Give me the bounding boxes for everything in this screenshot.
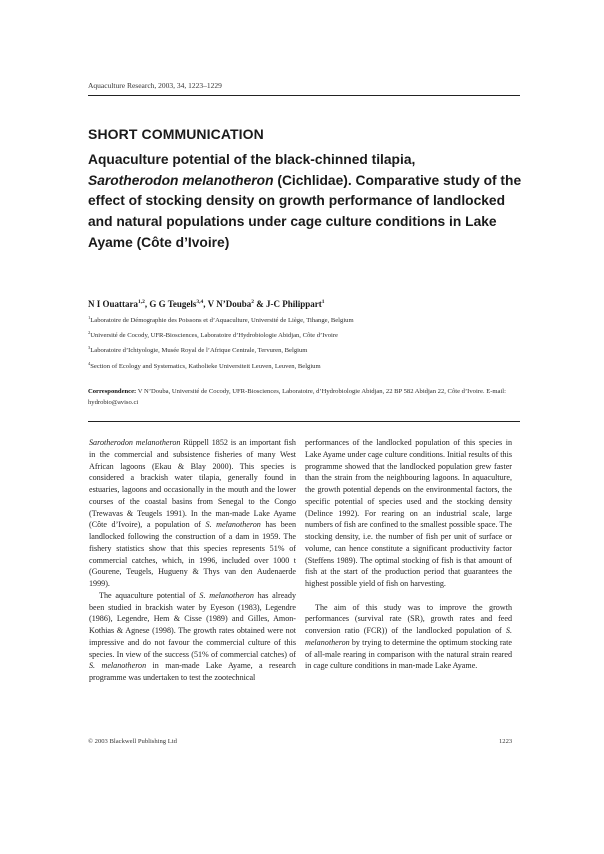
affiliation-number: 3 — [88, 345, 91, 351]
body-column-left — [89, 437, 296, 684]
species-name: Sarotherodon melanotheron — [89, 438, 181, 447]
paragraph-text: has already been studied in brackish water by Eyeson (1983), Legendre (1986), Legendre, Hem & Cisse (1989) and Gilles, Amon-Kothias & Agnese (1998). The growth rates obtained were not impressive and do not favour the commercial culture of this species. In view of the success (51% of commercial catches) of — [89, 590, 296, 659]
paragraph-text: has been landlocked following the construction of a dam in 1959. The fishery statistics show that this species represents 51% of commercial catches, which, in 1996, included over 1000 t (Gourene, Teugels, Hugueny & Thys van den Audenaerde 1999). — [89, 520, 296, 588]
paragraph-text: The aquaculture potential of — [99, 590, 200, 600]
article-title — [88, 150, 528, 254]
copyright-notice: © 2003 Blackwell Publishing Ltd — [88, 738, 177, 745]
author-name: N I Ouattara — [88, 299, 138, 309]
author — [149, 299, 207, 309]
paragraph-text: Rüppell 1852 is an important fish in the commercial and subsistence fisheries of many West African lagoons (Ekau & Blay 2000). This species is considered a brackish water tilapia, generally found in estuaries, lagoons and occasionally in the mouth and the lower courses of the coastal basins from Senegal to the Congo (Trewavas & Teugels 1991). In the man-made Lake Ayame (Côte d’Ivoire), a population of — [89, 438, 296, 530]
author-list — [88, 299, 324, 309]
author-affil-ref: 1 — [321, 299, 325, 305]
affiliation-number: 4 — [88, 360, 91, 366]
affiliation — [88, 342, 354, 357]
correspondence — [88, 386, 528, 408]
species-name: S. melanotheron — [205, 520, 261, 530]
author-affil-ref: 1,2 — [138, 299, 145, 305]
paragraph-text: by trying to determine the optimum stocking rate of all-male rearing in comparison with the natural strain reared in cage culture conditions in man-made Lake Ayame. — [305, 637, 512, 671]
author-name: V N’Douba — [207, 299, 252, 309]
paragraph-text: The aim of this study was to improve the growth performances (survival rate (SR), growth rates and feed conversion ratio (FCR)) of the landlocked population of — [305, 602, 512, 635]
affiliation-number: 1 — [88, 315, 91, 320]
author-affil-ref: 2 — [251, 299, 254, 305]
author-affil-ref: 3,4 — [196, 299, 204, 305]
journal-citation: Aquaculture Research, 2003, 34, 1223–1229 — [88, 81, 222, 90]
affiliation-text: Université de Cocody, UFR-Biosciences, Laboratoire d’Hydrobiologie Abidjan, Côte d’Ivoire — [90, 332, 338, 340]
author-name: G G Teugels — [149, 299, 197, 309]
author — [208, 299, 266, 309]
correspondence-label: Correspondence: — [88, 388, 137, 395]
paragraph — [89, 590, 296, 684]
affiliation — [88, 327, 354, 342]
paragraph: performances of the landlocked population of this species in Lake Ayame under cage culture conditions. Initial results of this programme showed that the landlocked population grew faster than the strain from the neighbouring lagoons. In aquaculture, the growth potential depends on the environmental factors, the specific potential of species used and the stocking density (Delince 1992). For rearing on an industrial scale, large numbers of fish are confined to the smallest possible space. The stocking density, i.e. the number of fish per unit of surface or volume, can hence constitute a significant productivity factor (Steffens 1989). The optimal stocking of fish is that amount of fish at the start of the production period that guarantees the highest possible yield of fish on harvesting. — [305, 438, 512, 588]
correspondence-text: V N’Douba, Université de Cocody, UFR-Biosciences, Laboratoire, d’Hydrobiologie Abidjan, 22 BP 582 Abidjan 22, Côte d’Ivoire. E-mail: hydrobio@aviso.ci — [88, 388, 506, 406]
paragraph-text: in man-made Lake Ayame, a research programme was undertaken to test the zootechnical — [89, 661, 296, 682]
title-species: Sarotherodon melanotheron — [88, 172, 274, 188]
author-separator: , — [203, 299, 208, 309]
species-name: S. melanotheron — [199, 590, 254, 600]
affiliation-text: Laboratoire de Démographie des Poissons et d’Aquaculture, Université de Liège, Tihange, Belgium — [90, 317, 354, 325]
species-name: S. melanotheron — [89, 661, 147, 671]
section-label: SHORT COMMUNICATION — [88, 126, 264, 142]
author — [88, 299, 149, 309]
affiliation-number: 2 — [88, 330, 91, 336]
affiliation — [88, 358, 354, 373]
affiliation — [88, 312, 354, 327]
author — [266, 299, 325, 309]
affiliation-list — [88, 312, 354, 373]
paragraph — [89, 437, 296, 590]
species-name: S. melanotheron — [305, 626, 512, 647]
affiliation-text: Laboratoire d’Ichtyologie, Musée Royal de l’Afrique Centrale, Tervuren, Belgium — [90, 347, 308, 355]
page-number: 1223 — [499, 738, 513, 745]
author-separator: , — [144, 299, 150, 309]
header-rule — [88, 95, 520, 96]
affiliation-text: Section of Ecology and Systematics, Katholieke Universiteit Leuven, Leuven, Belgium — [90, 362, 321, 370]
body-column-right — [305, 437, 512, 672]
title-part1: Aquaculture potential of the black-chinned tilapia, — [88, 152, 416, 167]
author-separator: & — [253, 299, 266, 309]
section-rule — [88, 421, 520, 422]
author-name: J-C Philippart — [265, 299, 322, 309]
paragraph — [305, 602, 512, 673]
title-part2: (Cichlidae). Comparative study of the effect of stocking density on growth performance of landlocked and natural populations under cage culture conditions in Lake Ayame (Côte d’Ivoire) — [88, 172, 522, 250]
